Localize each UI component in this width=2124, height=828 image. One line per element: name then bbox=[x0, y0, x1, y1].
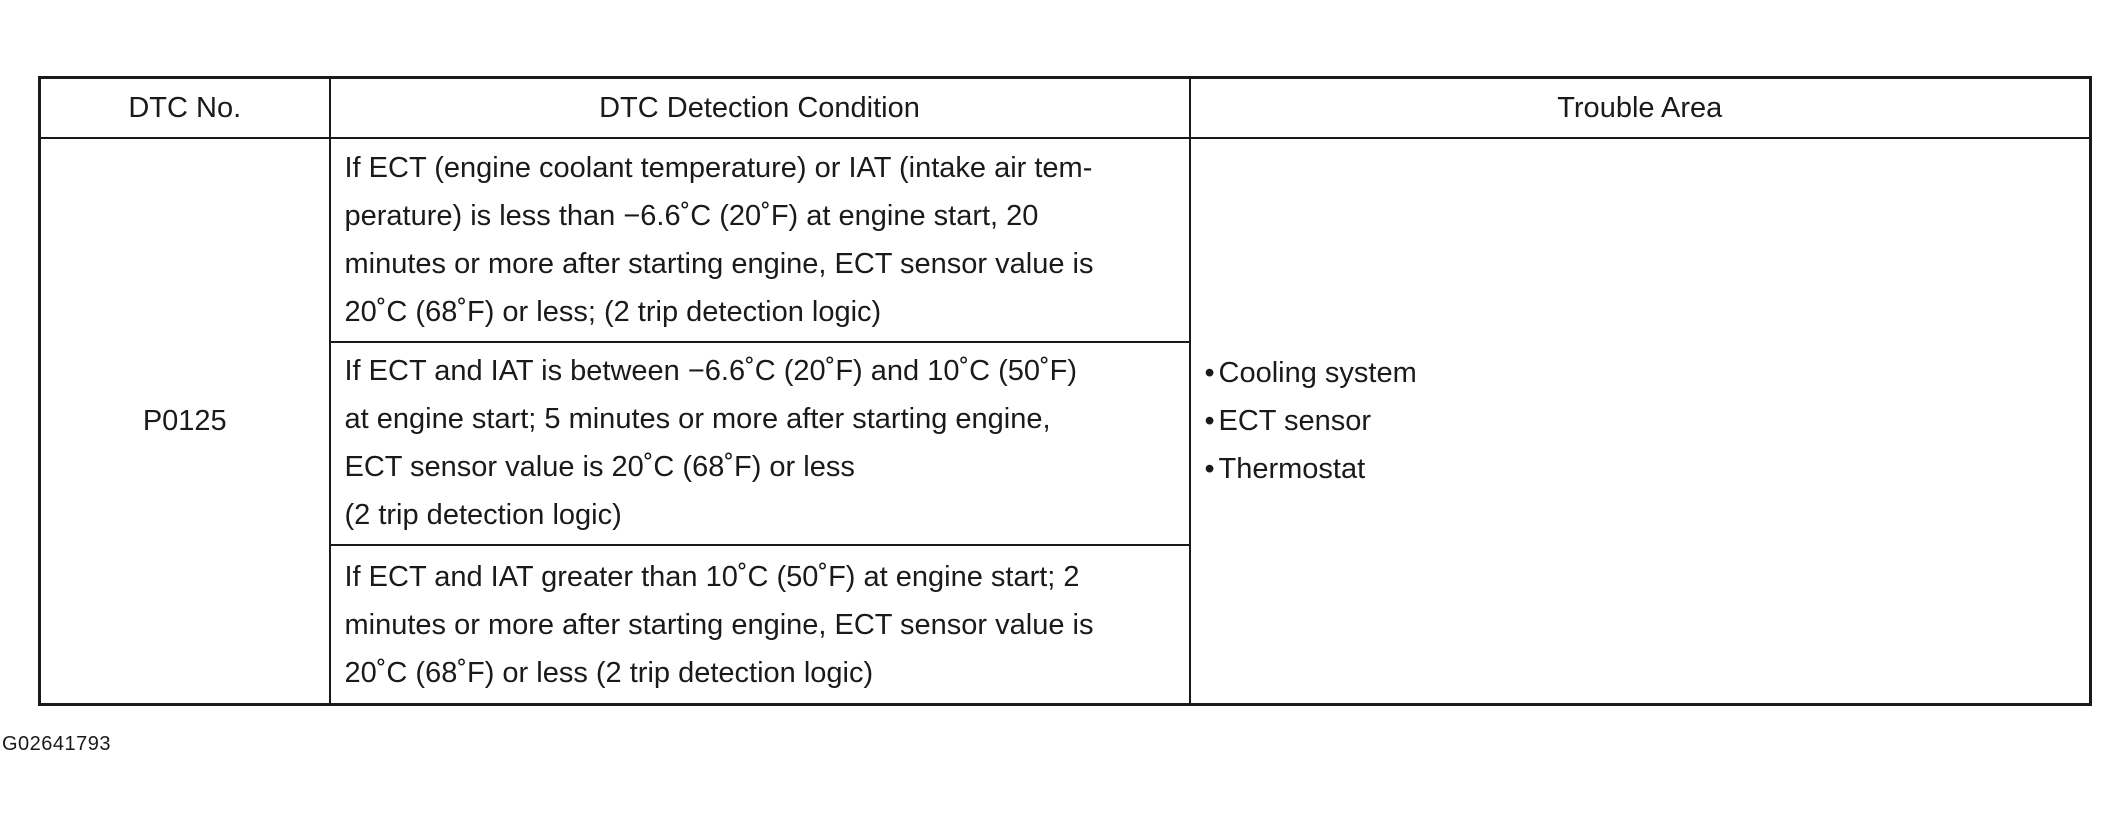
bullet-icon: • bbox=[1204, 453, 1215, 485]
condition-2-line-2: at engine start; 5 minutes or more after starting engine, bbox=[344, 403, 1051, 436]
condition-2-line-1: If ECT and IAT is between −6.6˚C (20˚F) and 10˚C (50˚F) bbox=[344, 355, 1078, 388]
bullet-icon: • bbox=[1204, 357, 1215, 389]
condition-cell-1 bbox=[330, 138, 1190, 342]
condition-3-line-3: 20˚C (68˚F) or less (2 trip detection logic) bbox=[344, 656, 874, 689]
dtc-table bbox=[38, 76, 2092, 706]
condition-2-line-3: ECT sensor value is 20˚C (68˚F) or less bbox=[344, 451, 855, 484]
trouble-area-cell bbox=[1190, 138, 2091, 705]
condition-cell-2 bbox=[330, 342, 1190, 546]
condition-3-line-1: If ECT and IAT greater than 10˚C (50˚F) at engine start; 2 bbox=[344, 560, 1080, 593]
condition-1-line-3: minutes or more after starting engine, ECT sensor value is bbox=[344, 247, 1094, 280]
condition-1-line-1: If ECT (engine coolant temperature) or IAT (intake air tem- bbox=[344, 151, 1093, 184]
condition-1-line-4: 20˚C (68˚F) or less; (2 trip detection logic) bbox=[344, 295, 882, 328]
trouble-area-list bbox=[1205, 349, 2090, 493]
trouble-area-cooling-system: Cooling system bbox=[1218, 357, 1417, 389]
header-row bbox=[40, 78, 2091, 139]
condition-cell-3 bbox=[330, 545, 1190, 704]
list-item bbox=[1205, 397, 2090, 445]
list-item bbox=[1205, 349, 2090, 397]
condition-3-line-2: minutes or more after starting engine, ECT sensor value is bbox=[344, 608, 1094, 641]
figure-id: G02641793 bbox=[2, 733, 112, 755]
dtc-code-cell: P0125 bbox=[40, 138, 330, 705]
trouble-area-ect-sensor: ECT sensor bbox=[1218, 405, 1372, 437]
header-trouble-area: Trouble Area bbox=[1190, 78, 2091, 139]
trouble-area-thermostat: Thermostat bbox=[1218, 453, 1366, 485]
header-detection-condition: DTC Detection Condition bbox=[330, 78, 1190, 139]
header-dtc-no: DTC No. bbox=[40, 78, 330, 139]
table-row bbox=[40, 138, 2091, 342]
bullet-icon: • bbox=[1204, 405, 1215, 437]
condition-1-line-2: perature) is less than −6.6˚C (20˚F) at engine start, 20 bbox=[344, 199, 1039, 232]
list-item bbox=[1205, 445, 2090, 493]
condition-2-line-4: (2 trip detection logic) bbox=[344, 499, 622, 532]
